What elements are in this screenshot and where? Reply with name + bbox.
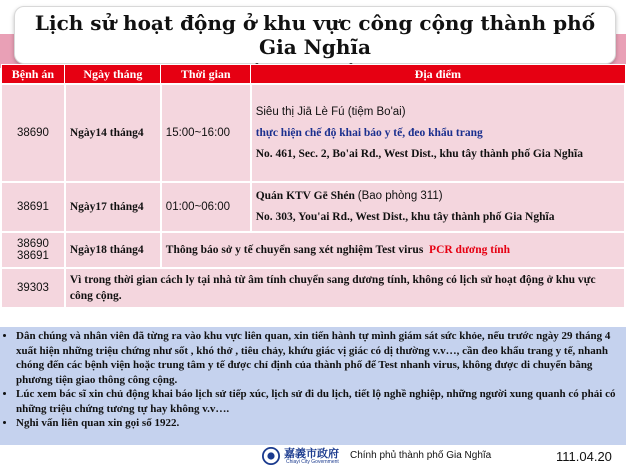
note-item: • Dân chúng và nhân viên đã từng ra vào khu vực liên quan, xin tiến hành tự mình giám sát sức khỏe, nếu trước ngày 29 tháng 4 xuất hiện những triệu chứng như sốt , khó thở , tiêu chảy, khứu giác vị giác có dị thường v.v…, cần đeo khẩu trang y tế, nhanh chóng đến các bệnh viện hoặc trung tâm y tế được chỉ định của thành phố để Test nhanh virus, không được di chuyển bằng phương tiện giao thông công cộng. xyxy=(16,329,620,387)
case-number: 38691 xyxy=(1,182,65,232)
place-name: Quán KTV Gē Shén xyxy=(255,190,355,202)
notes-list xyxy=(0,327,626,431)
case-number: 38691 xyxy=(16,250,49,262)
case-number: 39303 xyxy=(1,268,65,308)
date-cell: Ngày17 tháng4 xyxy=(65,182,161,232)
date-cell: Ngày18 tháng4 xyxy=(65,232,161,268)
notice-cell xyxy=(161,232,625,268)
place-cell xyxy=(251,84,625,182)
case-number: 38690 xyxy=(1,84,65,182)
table-row xyxy=(1,268,625,308)
footer xyxy=(0,445,626,470)
note-item: • Nghi vấn liên quan xin gọi số 1922. xyxy=(16,416,620,431)
place-name-line xyxy=(256,186,620,207)
notice-text: Thông báo sở y tế chuyển sang xét nghiệm Test virus xyxy=(165,243,424,256)
case-numbers xyxy=(1,232,65,268)
government-name: Chính phủ thành phố Gia Nghĩa xyxy=(350,450,492,461)
table-row xyxy=(1,182,625,232)
place-address: No. 303, You'ai Rd., West Dist., khu tây thành phố Gia Nghĩa xyxy=(255,211,555,223)
time-cell: 15:00~16:00 xyxy=(161,84,251,182)
activity-table xyxy=(0,64,626,309)
case-number: 38690 xyxy=(16,238,49,250)
header-case: Bệnh án xyxy=(1,65,65,85)
place-cell xyxy=(251,182,625,232)
place-room: (Bao phòng 311) xyxy=(357,190,443,202)
statement-cell: Vì trong thời gian cách ly tại nhà từ âm tính chuyển sang dương tính, không có lịch sử hoạt động ở khu vực công cộng. xyxy=(65,268,625,308)
place-address: No. 461, Sec. 2, Bo'ai Rd., West Dist., khu tây thành phố Gia Nghĩa xyxy=(255,147,583,160)
page-title: Lịch sử hoạt động ở khu vực công cộng thành phố Gia Nghĩa xyxy=(34,11,596,59)
time-cell: 01:00~06:00 xyxy=(161,182,251,232)
note-item: • Lúc xem bác sĩ xin chủ động khai báo lịch sử tiếp xúc, lịch sử đi du lịch, tiết lộ nghề nghiệp, những người xung quanh có phải có những triệu chứng tương tự hay không v.v…. xyxy=(16,387,620,416)
date-cell: Ngày14 tháng4 xyxy=(65,84,161,182)
header-time: Thời gian xyxy=(161,65,251,85)
notice-highlight: PCR dương tính xyxy=(429,243,511,256)
city-emblem-icon xyxy=(262,447,280,465)
table-row xyxy=(1,232,625,268)
place-name: Siêu thị Jiā Lè Fú (tiệm Bo'ai) xyxy=(255,105,406,118)
logo-text-en: Chiayi City Government xyxy=(286,459,339,465)
logo-text-cn: 嘉義市政府 xyxy=(284,447,339,460)
table-row xyxy=(1,84,625,182)
title-card xyxy=(14,6,616,64)
place-note: thực hiện chế độ khai báo y tế, đeo khẩu trang xyxy=(255,126,483,139)
table-header-row xyxy=(1,65,625,85)
header-date: Ngày tháng xyxy=(65,65,161,85)
header-place: Địa điểm xyxy=(251,65,625,85)
footer-date: 111.04.20 xyxy=(556,449,612,464)
notes-panel xyxy=(0,327,626,445)
